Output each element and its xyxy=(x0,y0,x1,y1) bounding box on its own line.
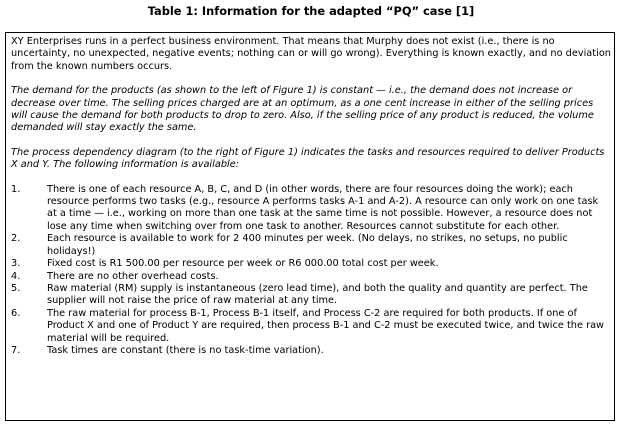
list-item-text: Fixed cost is R1 500.00 per resource per week or R6 000.00 total cost per week. xyxy=(47,258,439,270)
list-item-number: 1. xyxy=(11,183,21,195)
list-item xyxy=(11,271,611,283)
table-content xyxy=(11,36,611,357)
list-item xyxy=(11,283,611,308)
list-item-text: The raw material for process B-1, Process B-1 itself, and Process C-2 are required for both products. If one of Product X and one of Product Y are required, then process B-1 and C-2 must be executed twice, and twice the raw material will be required. xyxy=(47,307,605,344)
list-item-text: Raw material (RM) supply is instantaneous (zero lead time), and both the quality and quantity are perfect. The supplier will not raise the price of raw material at any time. xyxy=(47,282,588,307)
list-item xyxy=(11,184,611,234)
list-item-text: There is one of each resource A, B, C, and D (in other words, there are four resources doing the work); each resource performs two tasks (e.g., resource A performs tasks A-1 and A-2). A resource can only work on one task at a time — i.e., working on more than one task at the same time is not possible. However, a resource does not lose any time when switching over from one task to another. Resources cannot substitute for each other. xyxy=(47,183,599,232)
list-item xyxy=(11,233,611,258)
information-list xyxy=(11,184,611,358)
list-item-text: There are no other overhead costs. xyxy=(47,270,219,282)
list-item-text: Task times are constant (there is no task-time variation). xyxy=(47,344,324,356)
list-item xyxy=(11,308,611,345)
list-item-number: 4. xyxy=(11,270,21,282)
list-item xyxy=(11,345,611,357)
intro-paragraph: XY Enterprises runs in a perfect business environment. That means that Murphy does not exist (i.e., there is no uncertainty, no unexpected, negative events; nothing can or will go wrong). Everything is known exactly, and no deviation from the known numbers occurs. xyxy=(11,36,611,72)
list-item-text: Each resource is available to work for 2 400 minutes per week. (No delays, no strikes, no setups, no public holidays!) xyxy=(47,233,568,257)
table-title: Table 1: Information for the adapted “PQ” case [1] xyxy=(147,4,475,18)
demand-paragraph: The demand for the products (as shown to the left of Figure 1) is constant — i.e., the demand does not increase or decrease over time. The selling prices charged are at an optimum, as a one cent increase in either of the selling prices will cause the demand for both products to drop to zero. Also, if the selling price of any product is reduced, the volume demanded will stay exactly the same. xyxy=(11,85,594,134)
list-item-number: 6. xyxy=(11,307,21,319)
list-item-number: 3. xyxy=(11,258,21,270)
list-item-number: 2. xyxy=(11,233,21,245)
list-item-number: 7. xyxy=(11,344,21,356)
process-paragraph: The process dependency diagram (to the right of Figure 1) indicates the tasks and resources required to deliver Products X and Y. The following information is available: xyxy=(11,146,605,171)
list-item-number: 5. xyxy=(11,282,21,294)
list-item xyxy=(11,258,611,270)
